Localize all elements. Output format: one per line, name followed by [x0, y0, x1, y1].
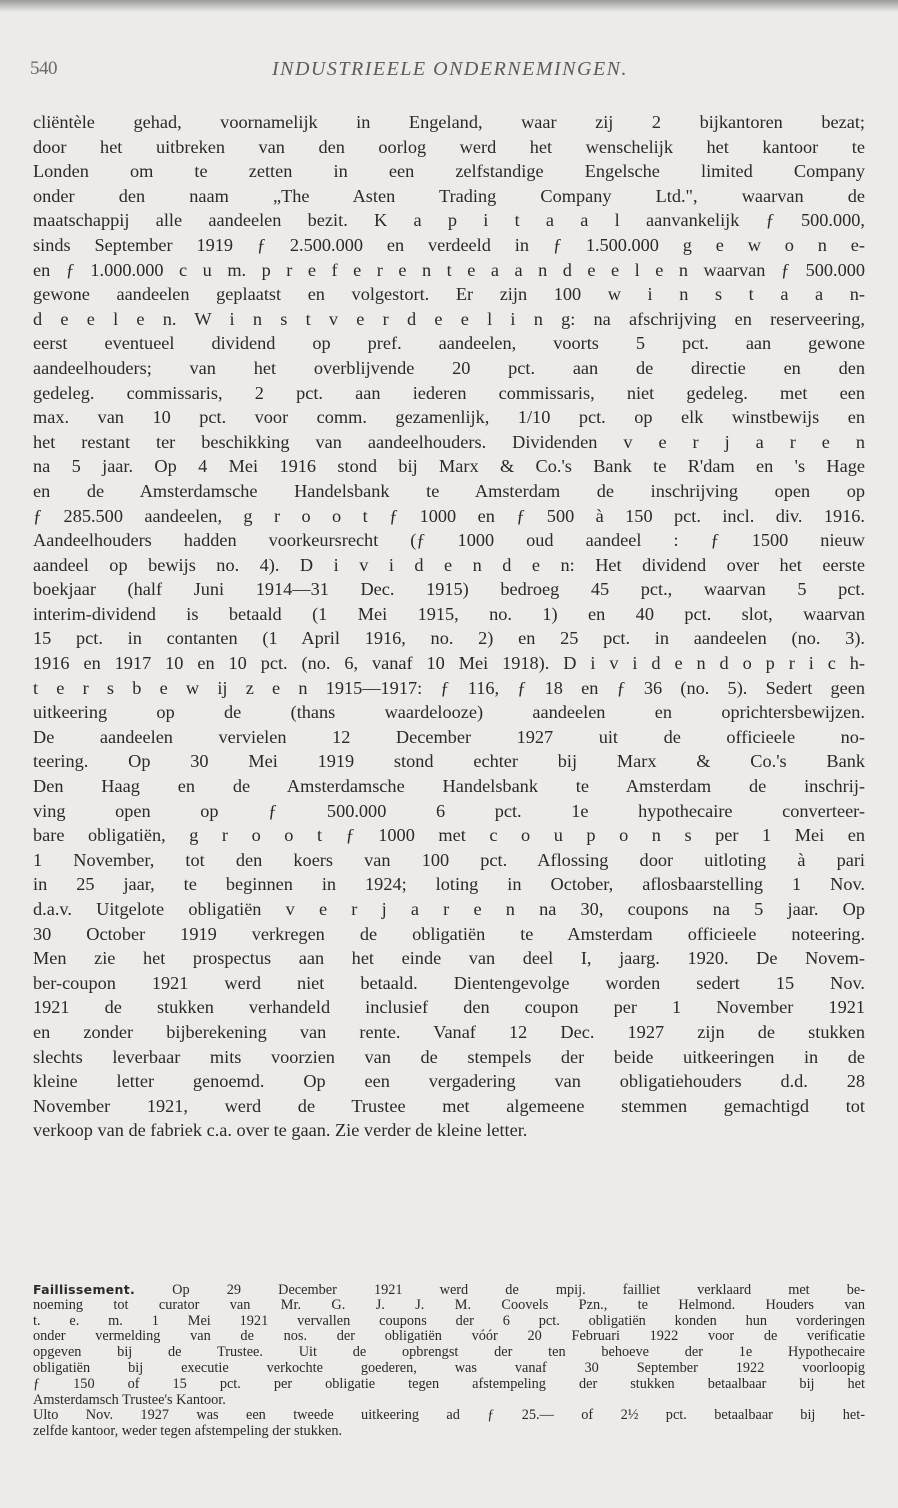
- text-line: ber-coupon 1921 werd niet betaald. Dientengevolge worden sedert 15 Nov.: [33, 972, 865, 993]
- text-line: 1 November, tot den koers van 100 pct. Aflossing door uitloting à pari: [33, 849, 865, 870]
- text-line: cliëntèle gehad, voornamelijk in Engeland, waar zij 2 bijkantoren bezat;: [33, 112, 865, 132]
- text-line: en zonder bijberekening van rente. Vanaf 12 Dec. 1927 zijn de stukken: [33, 1021, 865, 1042]
- text-line: onder den naam „The Asten Trading Company Ltd.", waarvan de: [33, 185, 865, 206]
- footnote-label: Faillissement.: [33, 1282, 136, 1297]
- footnote-line: noeming tot curator van Mr. G. J. J. M. Coovels Pzn., te Helmond. Houders van: [33, 1297, 865, 1313]
- page-number: 540: [30, 58, 57, 79]
- text-line: en de Amsterdamsche Handelsbank te Amsterdam de inschrijving open op: [33, 480, 865, 501]
- text-line: door het uitbreken van den oorlog werd het wenschelijk het kantoor te: [33, 136, 865, 157]
- text-line: aandeel op bewijs no. 4). D i v i d e n d e n: Het dividend over het eerste: [33, 554, 865, 575]
- text-line: sinds September 1919 ƒ 2.500.000 en verdeeld in ƒ 1.500.000 g e w o n e-: [33, 234, 865, 255]
- text-line: het restant ter beschikking van aandeelhouders. Dividenden v e r j a r e n: [33, 431, 865, 452]
- footnote-line: Amsterdamsch Trustee's Kantoor.: [33, 1392, 226, 1408]
- footnote-line: Faillissement. Op 29 December 1921 werd de mpij. failliet verklaard met be-: [33, 1282, 865, 1298]
- page-header: [30, 58, 870, 88]
- text-line: d.a.v. Uitgelote obligatiën v e r j a r e n na 30, coupons na 5 jaar. Op: [33, 899, 865, 919]
- text-line: interim-dividend is betaald (1 Mei 1915, no. 1) en 40 pct. slot, waarvan: [33, 603, 865, 624]
- text-line: in 25 jaar, te beginnen in 1924; loting in October, aflosbaarstelling 1 Nov.: [33, 874, 865, 895]
- text-line: boekjaar (half Juni 1914—31 Dec. 1915) bedroeg 45 pct., waarvan 5 pct.: [33, 579, 865, 600]
- footnote-line: zelfde kantoor, weder tegen afstempeling der stukken.: [33, 1424, 343, 1440]
- text-line: gedeleg. commissaris, 2 pct. aan iederen commissaris, niet gedeleg. met een: [33, 382, 865, 403]
- text-line: aandeelhouders; van het overblijvende 20 pct. aan de directie en den: [33, 357, 865, 378]
- text-line: Den Haag en de Amsterdamsche Handelsbank te Amsterdam de inschrij-: [33, 776, 865, 797]
- text-line: teering. Op 30 Mei 1919 stond echter bij Marx & Co.'s Bank: [33, 751, 865, 772]
- text-line: Men zie het prospectus aan het einde van deel I, jaarg. 1920. De Novem-: [33, 948, 865, 969]
- text-line: verkoop van de fabriek c.a. over te gaan. Zie verder de kleine letter.: [33, 1120, 528, 1141]
- text-line: na 5 jaar. Op 4 Mei 1916 stond bij Marx & Co.'s Bank te R'dam en 's Hage: [33, 456, 865, 477]
- footnote-line: obligatiën bij executie verkochte goederen, was vanaf 30 September 1922 voorloopig: [33, 1360, 865, 1376]
- text-line: uitkeering op de (thans waardelooze) aandeelen en oprichtersbewijzen.: [33, 702, 865, 723]
- text-line: bare obligatiën, g r o o t ƒ 1000 met c o u p o n s per 1 Mei en: [33, 825, 865, 846]
- text-line: 1916 en 1917 10 en 10 pct. (no. 6, vanaf 10 Mei 1918). D i v i d e n d o p r i c h-: [33, 653, 865, 674]
- text-line: maatschappij alle aandeelen bezit. K a p i t a a l aanvankelijk ƒ 500.000,: [33, 210, 865, 231]
- text-line: t e r s b e w ij z e n 1915—1917: ƒ 116, ƒ 18 en ƒ 36 (no. 5). Sedert geen: [33, 677, 865, 698]
- text-line: kleine letter genoemd. Op een vergadering van obligatiehouders d.d. 28: [33, 1071, 865, 1092]
- footnote-line: onder vermelding van de nos. der obligatiën vóór 20 Februari 1922 voor de verificatie: [33, 1329, 865, 1345]
- text-line: ƒ 285.500 aandeelen, g r o o t ƒ 1000 en ƒ 500 à 150 pct. incl. div. 1916.: [33, 505, 865, 526]
- footnote-line: opgeven bij de Trustee. Uit de opbrengst der ten behoeve der 1e Hypothecaire: [33, 1345, 865, 1361]
- page-top-edge: [0, 0, 898, 12]
- text-line: 15 pct. in contanten (1 April 1916, no. 2) en 25 pct. in aandeelen (no. 3).: [33, 628, 865, 649]
- running-title: INDUSTRIEELE ONDERNEMINGEN.: [271, 58, 629, 80]
- text-line: en ƒ 1.000.000 c u m. p r e f e r e n t e a a n d e e l e n waarvan ƒ 500.000: [33, 259, 865, 280]
- text-line: 1921 de stukken verhandeld inclusief den coupon per 1 November 1921: [33, 997, 865, 1018]
- text-line: Londen om te zetten in een zelfstandige Engelsche limited Company: [33, 161, 865, 182]
- footnote-block: [33, 1282, 865, 1440]
- text-line: De aandeelen vervielen 12 December 1927 uit de officieele no-: [33, 726, 865, 747]
- text-line: gewone aandeelen geplaatst en volgestort. Er zijn 100 w i n s t a a n-: [33, 284, 865, 305]
- text-line: Aandeelhouders hadden voorkeursrecht (ƒ 1000 oud aandeel : ƒ 1500 nieuw: [33, 530, 865, 551]
- text-line: ving open op ƒ 500.000 6 pct. 1e hypothecaire converteer-: [33, 800, 865, 821]
- text-line: eerst eventueel dividend op pref. aandeelen, voorts 5 pct. aan gewone: [33, 333, 865, 354]
- main-text-block: [33, 110, 865, 1143]
- footnote-line: Ulto Nov. 1927 was een tweede uitkeering ad ƒ 25.— of 2½ pct. betaalbaar bij het-: [33, 1408, 865, 1424]
- text-line: max. van 10 pct. voor comm. gezamenlijk, 1/10 pct. op elk winstbewijs en: [33, 407, 865, 428]
- text-line: d e e l e n. W i n s t v e r d e e l i n g: na afschrijving en reserveering,: [33, 308, 865, 329]
- text-line: November 1921, werd de Trustee met algemeene stemmen gemachtigd tot: [33, 1095, 865, 1116]
- text-line: slechts leverbaar mits voorzien van de stempels der beide uitkeeringen in de: [33, 1046, 865, 1067]
- footnote-line: ƒ 150 of 15 pct. per obligatie tegen afstempeling der stukken betaalbaar bij het: [33, 1376, 865, 1392]
- text-line: 30 October 1919 verkregen de obligatiën te Amsterdam officieele noteering.: [33, 923, 865, 944]
- footnote-line: t. e. m. 1 Mei 1921 vervallen coupons der 6 pct. obligatiën konden hun vorderingen: [33, 1313, 865, 1329]
